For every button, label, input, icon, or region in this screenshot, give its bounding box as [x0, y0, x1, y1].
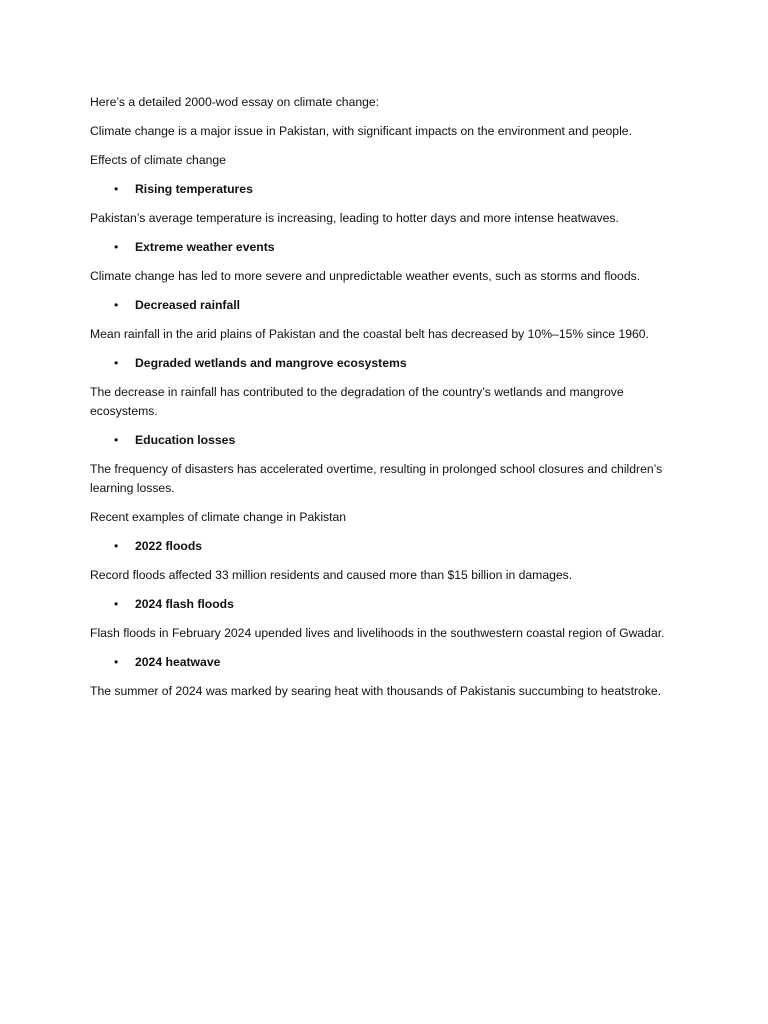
document-body — [90, 93, 680, 711]
bullet-item — [90, 238, 680, 257]
section-heading-effects: Effects of climate change — [90, 153, 226, 167]
bullet-item — [90, 537, 680, 556]
bullet-label: 2024 flash floods — [135, 597, 234, 611]
body-paragraph: Flash floods in February 2024 upended lives and livelihoods in the southwestern coastal region of Gwadar. — [90, 626, 665, 640]
bullet-dot-icon: • — [114, 655, 119, 669]
bullet-item — [90, 431, 680, 450]
bullet-label: Decreased rainfall — [135, 298, 241, 312]
bullet-item — [90, 595, 680, 614]
intro-paragraph: Climate change is a major issue in Pakistan, with significant impacts on the environment and people. — [90, 124, 632, 138]
body-paragraph: The summer of 2024 was marked by searing heat with thousands of Pakistanis succumbing to heatstroke. — [90, 684, 662, 698]
bullet-label: Education losses — [135, 433, 236, 447]
bullet-dot-icon: • — [114, 356, 119, 370]
bullet-dot-icon: • — [114, 240, 119, 254]
bullet-label: Rising temperatures — [135, 182, 253, 196]
body-paragraph: Climate change has led to more severe and unpredictable weather events, such as storms and floods. — [90, 269, 641, 283]
section-heading-examples: Recent examples of climate change in Pakistan — [90, 510, 347, 524]
body-paragraph: Pakistan’s average temperature is increasing, leading to hotter days and more intense heatwaves. — [90, 211, 619, 225]
bullet-dot-icon: • — [114, 182, 119, 196]
bullet-item — [90, 296, 680, 315]
body-paragraph: Mean rainfall in the arid plains of Pakistan and the coastal belt has decreased by 10%–15% since 1960. — [90, 327, 649, 341]
bullet-label: 2024 heatwave — [135, 655, 221, 669]
bullet-dot-icon: • — [114, 597, 119, 611]
intro-line: Here’s a detailed 2000-wod essay on climate change: — [90, 95, 380, 109]
bullet-dot-icon: • — [114, 433, 119, 447]
bullet-dot-icon: • — [114, 539, 119, 553]
bullet-dot-icon: • — [114, 298, 119, 312]
bullet-item — [90, 653, 680, 672]
bullet-label: 2022 floods — [135, 539, 203, 553]
body-paragraph: The frequency of disasters has accelerated overtime, resulting in prolonged school closures and children’s learning losses. — [90, 462, 663, 495]
bullet-item — [90, 354, 680, 373]
body-paragraph: Record floods affected 33 million residents and caused more than $15 billion in damages. — [90, 568, 573, 582]
body-paragraph: The decrease in rainfall has contributed to the degradation of the country’s wetlands and mangrove ecosystems. — [90, 385, 624, 418]
bullet-label: Degraded wetlands and mangrove ecosystems — [135, 356, 407, 370]
bullet-item — [90, 180, 680, 199]
bullet-label: Extreme weather events — [135, 240, 275, 254]
